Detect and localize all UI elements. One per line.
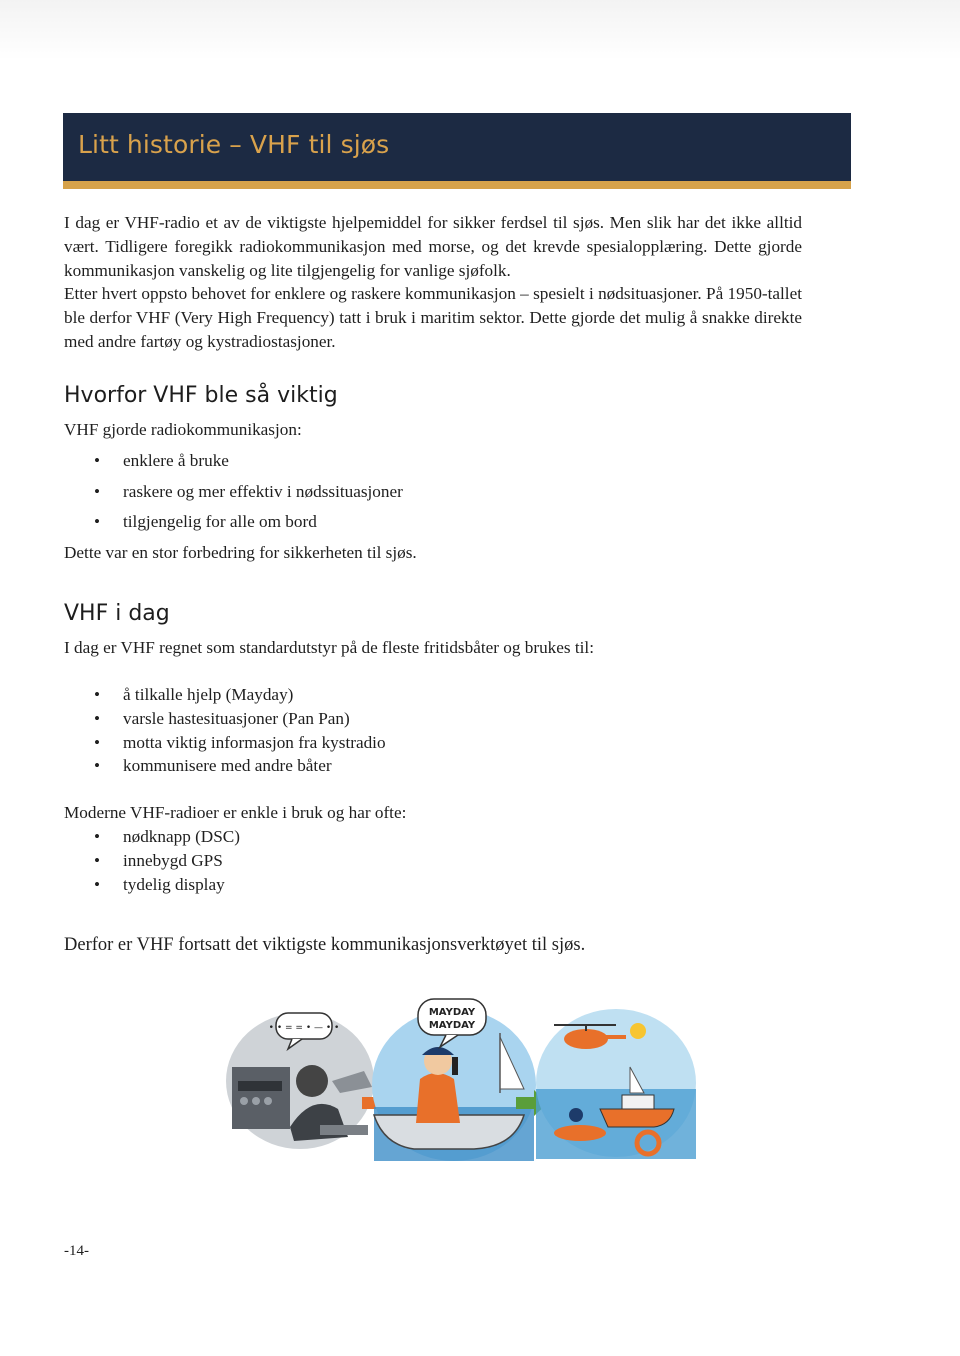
intro-paragraph-1: I dag er VHF-radio et av de viktigste hjelpemiddel for sikker ferdsel til sjøs. Men slik har det ikke alltid vært. Tidligere foregikk radiokommunikasjon med morse, og det krevde spesialopplæring. Dette gjorde kommunikasjon vanskelig og lite tilgjengelig for vanlige sjøfolk.: [64, 213, 802, 280]
features-lead: Moderne VHF-radioer er enkle i bruk og har ofte:: [64, 803, 407, 822]
bullet-icon: •: [93, 874, 101, 894]
morse-bubble-text: • • = = • — • •: [268, 1023, 340, 1033]
bullet-icon: •: [93, 481, 101, 501]
bullet-icon: •: [93, 451, 101, 470]
morse-operator-panel: [226, 1013, 374, 1149]
list-item: • innebygd GPS: [64, 849, 240, 873]
section-heading-today: VHF i dag: [64, 601, 170, 626]
list-item: • kommunisere med andre båter: [64, 754, 386, 778]
mayday-text-2: MAYDAY: [428, 1020, 476, 1031]
page-top-shade: [0, 0, 960, 60]
list-item: • tydelig display: [64, 873, 240, 897]
bullet-icon: •: [93, 685, 101, 704]
uses-list: [64, 683, 386, 778]
bullet-icon: •: [93, 512, 101, 531]
title-banner: [63, 113, 851, 189]
intro-paragraph-2: Etter hvert oppsto behovet for enklere og raskere kommunikasjon – spesielt i nødsituasjoner. På 1950-tallet ble derfor VHF (Very High Frequency) tatt i bruk i maritim sektor. Dette gjorde det mulig å snakke direkte med andre fartøy og kystradiostasjoner.: [64, 284, 802, 351]
bullet-icon: •: [93, 850, 101, 870]
mayday-text-1: MAYDAY: [428, 1007, 476, 1018]
bullet-icon: •: [93, 708, 101, 728]
vhf-history-illustration: [224, 997, 698, 1165]
bullet-icon: •: [93, 756, 101, 776]
section-why-closing: Dette var en stor forbedring for sikkerheten til sjøs.: [64, 543, 417, 562]
list-item: • tilgjengelig for alle om bord: [64, 510, 403, 541]
section-why-lead: VHF gjorde radiokommunikasjon:: [64, 420, 302, 439]
intro-text: [64, 211, 802, 354]
list-item: • raskere og mer effektiv i nødssituasjoner: [64, 480, 403, 511]
section-heading-why: Hvorfor VHF ble så viktig: [64, 383, 338, 408]
list-item: • å tilkalle hjelp (Mayday): [64, 683, 386, 707]
why-list: [64, 449, 403, 541]
bullet-icon: •: [93, 827, 101, 846]
bullet-icon: •: [93, 732, 101, 752]
rescue-panel: [536, 1009, 696, 1159]
section-today-lead: I dag er VHF regnet som standardutstyr på de fleste fritidsbåter og brukes til:: [64, 638, 594, 657]
list-item: • motta viktig informasjon fra kystradio: [64, 731, 386, 755]
list-item: • nødknapp (DSC): [64, 825, 240, 849]
page-title: Litt historie – VHF til sjøs: [78, 130, 390, 159]
conclusion: Derfor er VHF fortsatt det viktigste kommunikasjonsverktøyet til sjøs.: [64, 935, 586, 955]
features-list: [64, 825, 240, 896]
page-number: -14-: [64, 1243, 89, 1259]
sun-icon: [630, 1023, 646, 1039]
mayday-panel: [372, 999, 536, 1161]
list-item: • enklere å bruke: [64, 449, 403, 480]
list-item: • varsle hastesituasjoner (Pan Pan): [64, 707, 386, 731]
